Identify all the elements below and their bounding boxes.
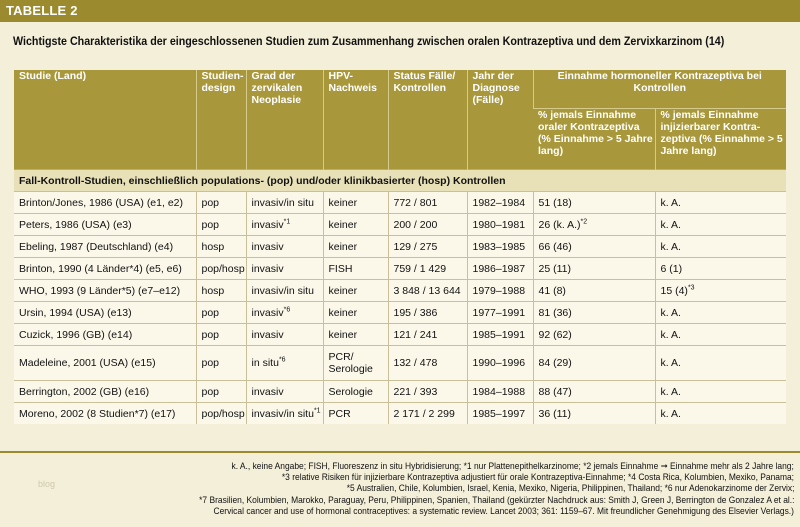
- table-row: [14, 403, 786, 425]
- cell-grade: [246, 214, 323, 236]
- cell-grade-text: invasiv: [251, 240, 284, 253]
- cell-design-text: pop: [201, 357, 220, 369]
- cell-hpv-text: keiner: [328, 328, 358, 341]
- cell-hpv-text: PCR: [328, 407, 351, 420]
- cell-inj: [655, 346, 786, 381]
- header-status: Status Fälle/ Kontrollen: [388, 70, 467, 170]
- cell-hpv: [323, 258, 388, 280]
- cell-study-text: Brinton, 1990 (4 Länder*4) (e5, e6): [19, 262, 182, 275]
- cell-status: [388, 280, 467, 302]
- header-grade: Grad der zervikalen Neoplasie: [246, 70, 323, 170]
- table-row: [14, 346, 786, 381]
- cell-study-text: Ebeling, 1987 (Deutschland) (e4): [19, 240, 174, 253]
- cell-oral: [533, 346, 655, 381]
- cell-inj: [655, 403, 786, 425]
- cell-study-text: Cuzick, 1996 (GB) (e14): [19, 328, 133, 341]
- cell-study: [14, 280, 196, 302]
- cell-oral-text: 81 (36): [538, 306, 572, 319]
- cell-year-text: 1984–1988: [472, 385, 526, 398]
- cell-hpv: [323, 302, 388, 324]
- cell-study-text: Berrington, 2002 (GB) (e16): [19, 385, 150, 398]
- cell-year: [467, 192, 533, 214]
- cell-inj-text: k. A.: [660, 385, 681, 398]
- cell-study-text: Madeleine, 2001 (USA) (e15): [19, 357, 156, 369]
- cell-design: [196, 302, 246, 324]
- cell-grade: [246, 258, 323, 280]
- watermark: blog: [38, 479, 56, 489]
- cell-grade: [246, 403, 323, 425]
- cell-inj: [655, 324, 786, 346]
- cell-design: [196, 214, 246, 236]
- cell-design-text: pop: [201, 306, 220, 319]
- cell-grade-text: in situ: [251, 357, 279, 369]
- cell-status: [388, 346, 467, 381]
- cell-design-text: pop: [201, 218, 220, 231]
- cell-design: [196, 236, 246, 258]
- cell-inj: [655, 192, 786, 214]
- cell-year-text: 1986–1987: [472, 262, 526, 275]
- cell-study: [14, 324, 196, 346]
- cell-design-text: pop: [201, 196, 220, 209]
- cell-oral: [533, 236, 655, 258]
- cell-hpv: [323, 403, 388, 425]
- cell-status-text: 759 / 1 429: [393, 262, 447, 275]
- cell-oral-text: 92 (62): [538, 328, 572, 341]
- cell-year-text: 1980–1981: [472, 218, 526, 231]
- cell-design: [196, 346, 246, 381]
- cell-status-text: 772 / 801: [393, 196, 438, 209]
- cell-design-text: hosp: [201, 284, 225, 297]
- cell-inj: [655, 236, 786, 258]
- cell-hpv: [323, 214, 388, 236]
- cell-study: [14, 302, 196, 324]
- cell-study: [14, 346, 196, 381]
- cell-status-text: 121 / 241: [393, 328, 438, 341]
- table-row: [14, 302, 786, 324]
- cell-oral: [533, 192, 655, 214]
- cell-year-text: 1983–1985: [472, 240, 526, 253]
- cell-grade-text: invasiv/in situ: [251, 284, 314, 297]
- table-row: [14, 324, 786, 346]
- cell-status-text: 132 / 478: [393, 357, 438, 369]
- cell-year-text: 1979–1988: [472, 284, 526, 297]
- cell-year: [467, 236, 533, 258]
- footnote-line: *5 Australien, Chile, Kolumbien, Israel, Kenia, Mexiko, Nigeria, Philippinen, Thailand; *6 nur Adenokarzinome der Zervix;: [346, 482, 794, 493]
- cell-inj-text: k. A.: [660, 306, 681, 319]
- cell-inj-text: k. A.: [660, 328, 681, 341]
- cell-inj: [655, 214, 786, 236]
- cell-oral-text: 41 (8): [538, 284, 566, 297]
- header-study: Studie (Land): [14, 70, 196, 170]
- cell-hpv-text: FISH: [328, 262, 353, 275]
- cell-grade-text: invasiv: [251, 306, 284, 319]
- cell-design: [196, 280, 246, 302]
- cell-status-text: 2 171 / 2 299: [393, 407, 455, 420]
- cell-hpv: [323, 236, 388, 258]
- cell-design-text: pop: [201, 385, 220, 398]
- data-table: [14, 70, 786, 424]
- footnote-line: *3 relative Risiken für injizierbare Kontrazeptiva adjustiert für orale Kontrazeptiva-Einnahme; *4 Costa Rica, Kolumbien, Mexiko, Panama;: [281, 471, 794, 482]
- footnote-line: k. A., keine Angabe; FISH, Fluoreszenz in situ Hybridisierung; *1 nur Plattenepithelkarzinome; *2 jemals Einnahme ➞ Einnahme mehr als 2 Jahre lang;: [231, 460, 794, 471]
- table-caption: Wichtigste Charakteristika der eingeschlossenen Studien zum Zusammenhang zwischen oralen Kontrazeptiva und dem Zervixkarzinom (14): [13, 36, 725, 48]
- header-year: Jahr der Diagnose (Fälle): [467, 70, 533, 170]
- table-row: [14, 258, 786, 280]
- cell-status: [388, 214, 467, 236]
- footnote-marker: *3: [687, 284, 695, 291]
- cell-hpv-text: Serologie: [328, 385, 373, 398]
- cell-grade: [246, 324, 323, 346]
- cell-inj-text: k. A.: [660, 196, 681, 209]
- cell-grade-text: invasiv: [251, 218, 284, 231]
- cell-status-text: 195 / 386: [393, 306, 438, 319]
- cell-inj: [655, 302, 786, 324]
- cell-oral: [533, 214, 655, 236]
- cell-status: [388, 302, 467, 324]
- cell-year-text: 1985–1991: [472, 328, 526, 341]
- header-oral: % jemals Einnahme oraler Kontrazeptiva (% Einnahme > 5 Jahre lang): [533, 109, 655, 170]
- table-row: [14, 236, 786, 258]
- cell-design: [196, 381, 246, 403]
- table-label-band: [0, 0, 800, 22]
- cell-hpv: [323, 324, 388, 346]
- cell-study-text: Peters, 1986 (USA) (e3): [19, 218, 132, 231]
- table-row: [14, 280, 786, 302]
- cell-grade: [246, 280, 323, 302]
- cell-inj: [655, 258, 786, 280]
- footnote-marker: *6: [283, 306, 291, 313]
- table-label: TABELLE 2: [6, 3, 78, 18]
- cell-status: [388, 381, 467, 403]
- cell-year: [467, 346, 533, 381]
- cell-oral: [533, 381, 655, 403]
- cell-grade: [246, 381, 323, 403]
- cell-grade-text: invasiv: [251, 328, 284, 341]
- cell-hpv: [323, 280, 388, 302]
- cell-design: [196, 403, 246, 425]
- cell-study-text: Moreno, 2002 (8 Studien*7) (e17): [19, 407, 176, 420]
- cell-study: [14, 236, 196, 258]
- cell-grade: [246, 346, 323, 381]
- header-injectable: % jemals Einnahme injizierbarer Kontra-zeptiva (% Einnahme > 5 Jahre lang): [655, 109, 786, 170]
- cell-design-text: pop/hosp: [201, 262, 245, 275]
- section-title: Fall-Kontroll-Studien, einschließlich populations- (pop) und/oder klinikbasierter (hosp) Kontrollen: [14, 170, 786, 192]
- cell-year: [467, 302, 533, 324]
- cell-grade-text: invasiv: [251, 262, 284, 275]
- table-row: [14, 381, 786, 403]
- cell-oral-text: 25 (11): [538, 262, 571, 275]
- cell-hpv-line1: PCR/: [328, 351, 354, 363]
- cell-design: [196, 324, 246, 346]
- cell-inj-text: k. A.: [660, 407, 681, 420]
- cell-study: [14, 258, 196, 280]
- cell-oral-text: 88 (47): [538, 385, 572, 398]
- cell-oral: [533, 324, 655, 346]
- cell-status: [388, 324, 467, 346]
- footnote-line: *7 Brasilien, Kolumbien, Marokko, Paraguay, Peru, Philippinen, Spanien, Thailand (gekürzter Nachdruck aus: Smith J, Green J, Berrington de Gonzalez A et al.:: [198, 494, 794, 505]
- cell-oral: [533, 258, 655, 280]
- cell-oral-text: 84 (29): [538, 357, 572, 369]
- cell-inj: [655, 381, 786, 403]
- cell-oral-text: 51 (18): [538, 196, 572, 209]
- cell-study-text: WHO, 1993 (9 Länder*5) (e7–e12): [19, 284, 181, 297]
- cell-year-text: 1982–1984: [472, 196, 526, 209]
- cell-grade-text: invasiv/in situ: [251, 407, 314, 420]
- cell-hpv-text: keiner: [328, 240, 358, 253]
- footer-divider: [0, 451, 800, 453]
- cell-oral: [533, 403, 655, 425]
- cell-oral-text: 66 (46): [538, 240, 572, 253]
- cell-inj-text: 6 (1): [660, 262, 683, 275]
- cell-study: [14, 403, 196, 425]
- cell-design-text: pop/hosp: [201, 407, 245, 420]
- cell-design: [196, 192, 246, 214]
- cell-year-text: 1990–1996: [472, 357, 526, 369]
- cell-inj-text: k. A.: [660, 218, 681, 231]
- cell-grade: [246, 192, 323, 214]
- cell-hpv: [323, 192, 388, 214]
- header-intake-group: Einnahme hormoneller Kontrazeptiva bei Kontrollen: [533, 70, 786, 109]
- cell-hpv-line2: Serologie: [328, 363, 373, 375]
- footnote-marker: *1: [313, 407, 321, 414]
- cell-year: [467, 381, 533, 403]
- cell-year-text: 1985–1997: [472, 407, 526, 420]
- cell-study: [14, 214, 196, 236]
- cell-design: [196, 258, 246, 280]
- cell-status: [388, 192, 467, 214]
- cell-inj-text: 15 (4): [660, 284, 688, 297]
- cell-grade-text: invasiv/in situ: [251, 196, 314, 209]
- cell-oral: [533, 302, 655, 324]
- table-row: [14, 192, 786, 214]
- cell-status-text: 221 / 393: [393, 385, 438, 398]
- cell-status-text: 3 848 / 13 644: [393, 284, 461, 297]
- cell-year: [467, 214, 533, 236]
- cell-inj: [655, 280, 786, 302]
- cell-oral-text: 26 (k. A.): [538, 218, 581, 231]
- cell-grade-text: invasiv: [251, 385, 284, 398]
- footnote-line: Cervical cancer and use of hormonal contraceptives: a systematic review. Lancet 2003; 361: 1159–67. Mit freundlicher Genehmigung des Elsevier Verlags.): [213, 505, 794, 516]
- cell-oral: [533, 280, 655, 302]
- cell-hpv-text: keiner: [328, 284, 358, 297]
- cell-inj-text: k. A.: [660, 357, 681, 369]
- cell-hpv-text: keiner: [328, 196, 358, 209]
- cell-status-text: 129 / 275: [393, 240, 438, 253]
- cell-design-text: hosp: [201, 240, 225, 253]
- cell-study-text: Ursin, 1994 (USA) (e13): [19, 306, 132, 319]
- cell-year: [467, 324, 533, 346]
- footnote-marker: *1: [283, 218, 291, 225]
- cell-grade: [246, 302, 323, 324]
- cell-inj-text: k. A.: [660, 240, 681, 253]
- cell-design-text: pop: [201, 328, 220, 341]
- cell-year-text: 1977–1991: [472, 306, 526, 319]
- cell-status: [388, 403, 467, 425]
- cell-year: [467, 258, 533, 280]
- footnote-marker: *2: [580, 218, 588, 225]
- cell-study: [14, 381, 196, 403]
- cell-study: [14, 192, 196, 214]
- cell-study-text: Brinton/Jones, 1986 (USA) (e1, e2): [19, 196, 184, 209]
- table-row: [14, 214, 786, 236]
- cell-status-text: 200 / 200: [393, 218, 438, 231]
- cell-hpv: [323, 346, 388, 381]
- cell-oral-text: 36 (11): [538, 407, 571, 420]
- footnote-marker: *6: [278, 356, 286, 364]
- cell-hpv: [323, 381, 388, 403]
- cell-year: [467, 280, 533, 302]
- header-hpv: HPV-Nachweis: [323, 70, 388, 170]
- cell-hpv-text: keiner: [328, 306, 358, 319]
- header-design: Studien-design: [196, 70, 246, 170]
- cell-status: [388, 236, 467, 258]
- cell-status: [388, 258, 467, 280]
- cell-year: [467, 403, 533, 425]
- cell-hpv-text: keiner: [328, 218, 358, 231]
- cell-grade: [246, 236, 323, 258]
